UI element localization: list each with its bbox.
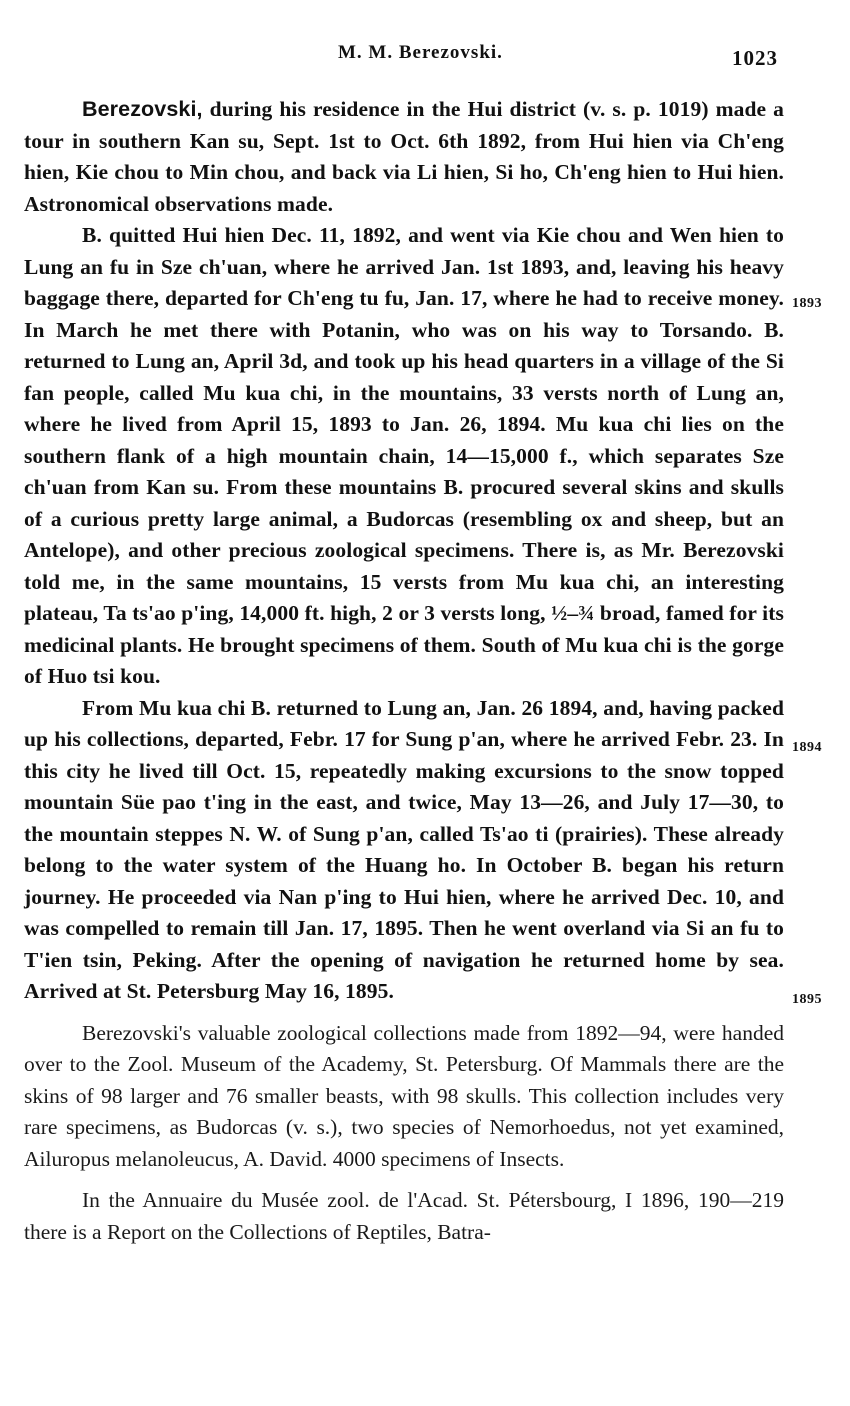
paragraph-2: B. quitted Hui hien Dec. 11, 1892, and went via Kie chou and Wen hien to Lung an fu in Sze ch'uan, where he arrived Jan. 1st 1893, and, leaving his heavy baggage there, departed for Ch'eng tu fu, Jan. 17, where he had to receive money. In March he met there with Potanin, who was on his way to Torsando. B. returned to Lung an, April 3d, and took up his head quarters in a village of the Si fan people, called Mu kua chi, in the mountains, 33 versts north of Lung an, where he lived from April 15, 1893 to Jan. 26, 1894. Mu kua chi lies on the southern flank of a high mountain chain, 14—15,000 f., which separates Sze ch'uan from Kan su. From these mountains B. procured several skins and skulls of a curious pretty large animal, a Budorcas (resembling ox and sheep, but an Antelope), and other precious zoological specimens. There is, as Mr. Berezovski told me, in the same mountains, 15 versts from Mu kua chi, an interesting plateau, Ta ts'ao p'ing, 14,000 ft. high, 2 or 3 versts long, ½–¾ broad, famed for its medicinal plants. He brought specimens of them. South of Mu kua chi is the gorge of Huo tsi kou.: [24, 223, 784, 688]
margin-year-1894: 1894: [792, 740, 822, 755]
page-number: 1023: [732, 46, 778, 70]
paragraph-1-name: Berezovski,: [82, 97, 203, 121]
paragraph-gap: [24, 1008, 784, 1018]
margin-year-1893: 1893: [792, 296, 822, 311]
paragraph-1-text: during his residence in the Hui district (v. s. p. 1019) made a tour in southern Kan su, Sept. 1st to Oct. 6th 1892, from Hui hien via Ch'eng hien, Kie chou to Min chou, and back via Li hien, Si ho, Ch'eng hien to Hui hien. Astronomical observations made.: [24, 97, 784, 216]
paragraph-1: [24, 94, 784, 220]
paragraph-3: From Mu kua chi B. returned to Lung an, Jan. 26 1894, and, having packed up his collections, departed, Febr. 17 for Sung p'an, where he arrived Febr. 23. In this city he lived till Oct. 15, repeatedly making excursions to the snow topped mountain Süe pao t'ing in the east, and twice, May 13—26, and July 17—30, to the mountain steppes N. W. of Sung p'an, called Ts'ao ti (prairies). These already belong to the water system of the Huang ho. In October B. began his return journey. He proceeded via Nan p'ing to Hui hien, where he arrived Dec. 10, and was compelled to remain till Jan. 17, 1895. Then he went overland via Si an fu to T'ien tsin, Peking. After the opening of navigation he returned home by sea. Arrived at St. Petersburg May 16, 1895.: [24, 695, 784, 1003]
paragraph-4: Berezovski's valuable zoological collections made from 1892—94, were handed over to the Zool. Museum of the Academy, St. Petersburg. Of Mammals there are the skins of 98 larger and 76 smaller beasts, with 98 skulls. This collection includes very rare specimens, as Budorcas (v. s.), two species of Nemorhoedus, not yet examined, Ailuropus melanoleucus, A. David. 4000 specimens of Insects.: [24, 1020, 784, 1171]
page-header: [0, 42, 850, 72]
body-text: [24, 94, 784, 1248]
running-head: M. M. Berezovski.: [338, 42, 503, 63]
paragraph-5: In the Annuaire du Musée zool. de l'Acad. St. Pétersbourg, I 1896, 190—219 there is a Report on the Collections of Reptiles, Batra-: [24, 1188, 784, 1244]
margin-year-1895: 1895: [792, 992, 822, 1007]
paragraph-gap: [24, 1175, 784, 1185]
